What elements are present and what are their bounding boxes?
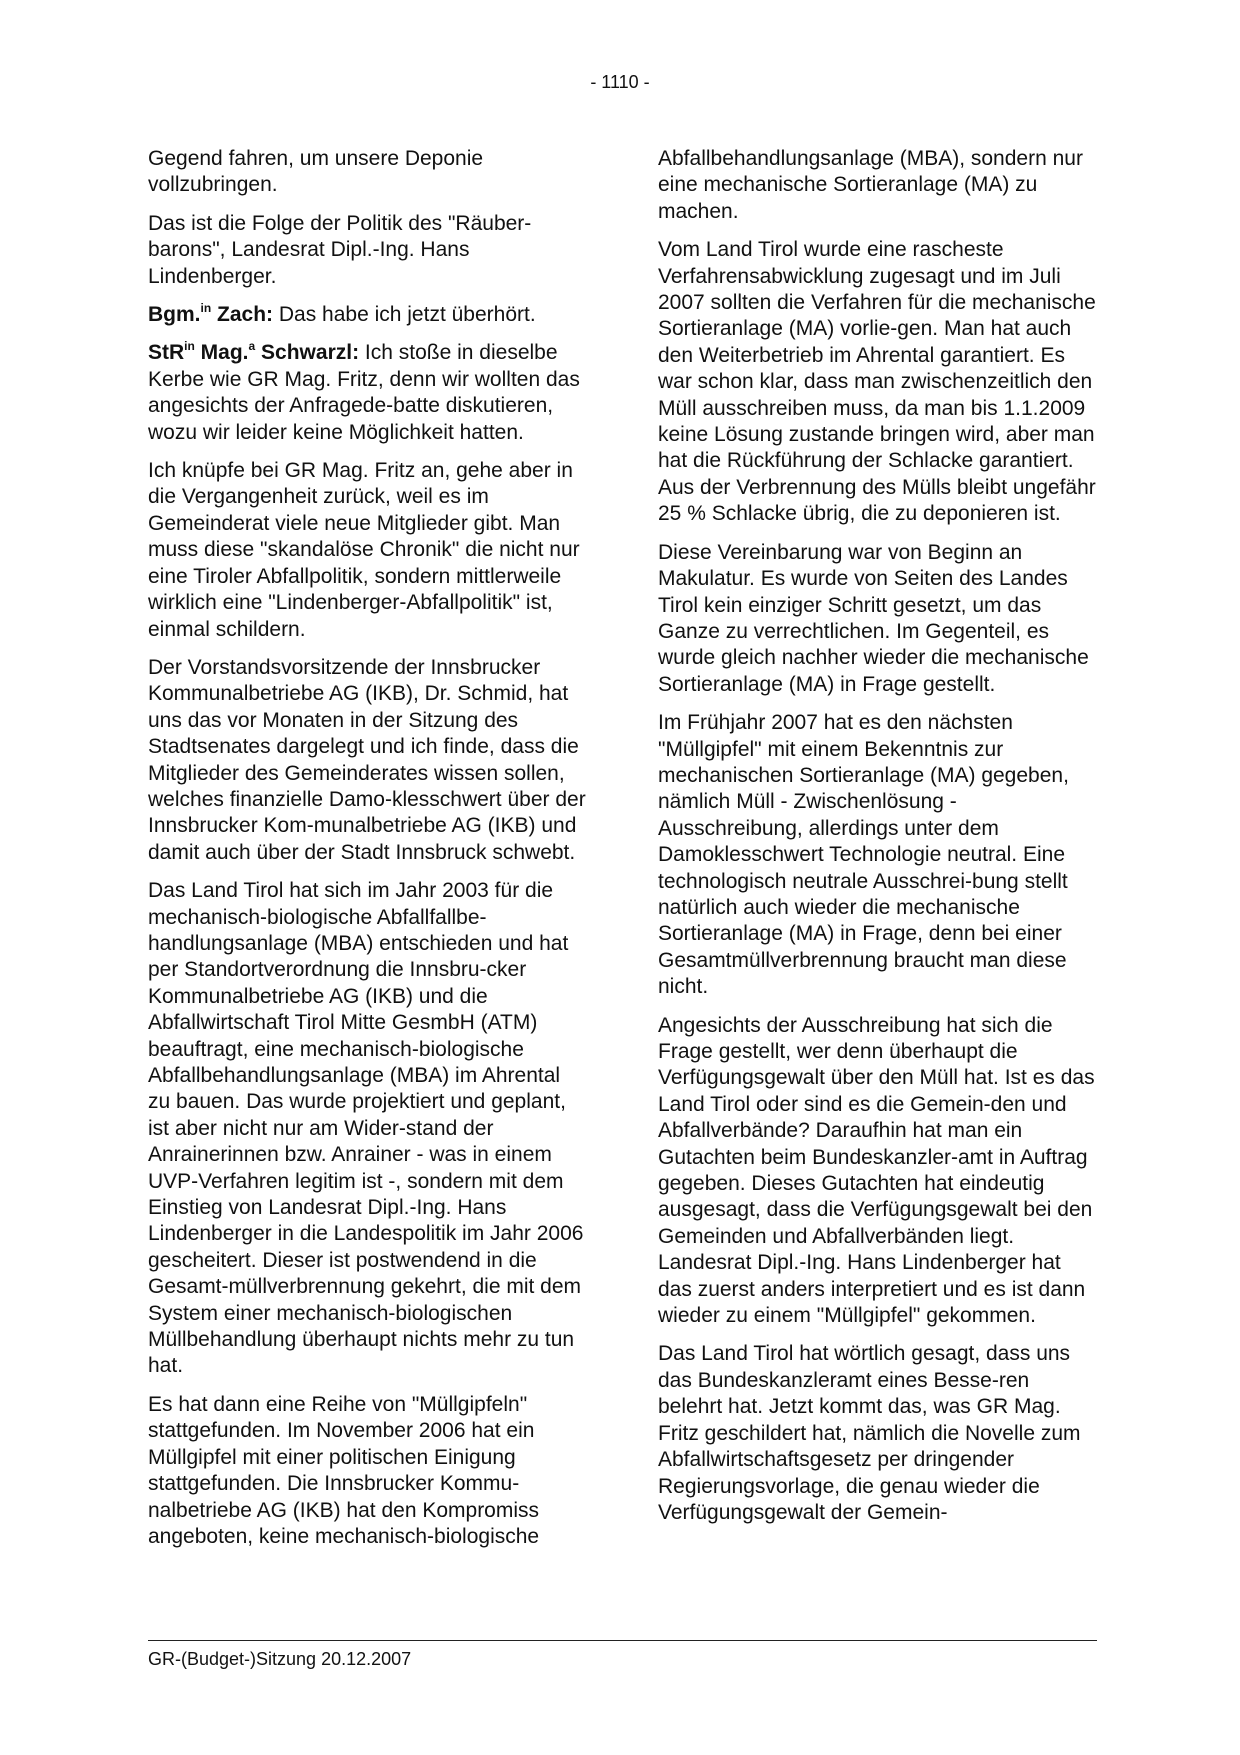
paragraph: Gegend fahren, um unsere Deponie vollzubringen.: [148, 147, 484, 197]
speech-zach: [148, 302, 588, 328]
speaker-label: StR$^{in}$ Mag.$^a$ Schwarzl:: [148, 339, 360, 365]
paragraph: Im Frühjahr 2007 hat es den nächsten "Müllgipfel" mit einem Bekenntnis zur mechanischen Sortieranlage (MA) gegeben, nämlich Müll - Zwischenlösung - Ausschreibung, allerdings unter dem Damoklesschwert Technologie neutral. Eine technologisch neutrale Ausschrei-bung stellt natürlich auch wieder die mechanische Sortieranlage (MA) in Frage, denn bei einer Gesamtmüllverbrennung braucht man diese nicht.: [658, 711, 1069, 999]
paragraph: Angesichts der Ausschreibung hat sich die Frage gestellt, wer denn überhaupt die Verfügungsgewalt über den Müll hat. Ist es das Land Tirol oder sind es die Gemein-den und Abfallverbände? Daraufhin hat man ein Gutachten beim Bundeskanzler-amt in Auftrag gegeben. Dieses Gutachten hat eindeutig ausgesagt, dass die Verfügungsgewalt bei den Gemeinden und Abfallverbänden liegt. Landesrat Dipl.-Ing. Hans Lindenberger hat das zuerst anders interpretiert und es ist dann wieder zu einem "Müllgipfel" gekommen.: [658, 1013, 1095, 1328]
footer-divider: [148, 1640, 1097, 1641]
paragraph: Das ist die Folge der Politik des "Räuber-barons", Landesrat Dipl.-Ing. Hans Lindenberger.: [148, 211, 532, 288]
speech-schwarzl: [148, 340, 588, 446]
paragraph: Abfallbehandlungsanlage (MBA), sondern nur eine mechanische Sortieranlage (MA) zu machen.: [658, 147, 1083, 223]
paragraph: Der Vorstandsvorsitzende der Innsbrucker Kommunalbetriebe AG (IKB), Dr. Schmid, hat uns das vor Monaten in der Sitzung des Stadtsenates dargelegt und ich finde, dass die Mitglieder des Gemeinderates wissen sollen, welches finanzielle Damo-klesschwert über der Innsbrucker Kom-munalbetriebe AG (IKB) und damit auch über der Stadt Innsbruck schwebt.: [148, 655, 586, 864]
paragraph: Das Land Tirol hat sich im Jahr 2003 für die mechanisch-biologische Abfallfallbe-handlungsanlage (MBA) entschieden und hat per Standortverordnung die Innsbru-cker Kommunalbetriebe AG (IKB) und die Abfallwirtschaft Tirol Mitte GesmbH (ATM) beauftragt, eine mechanisch-biologische Abfallbehandlungsanlage (MBA) im Ahrental zu bauen. Das wurde projektiert und geplant, ist aber nicht nur am Wider-stand der Anrainerinnen bzw. Anrainer - was in einem UVP-Verfahren legitim ist -, sondern mit dem Einstieg von Landesrat Dipl.-Ing. Hans Lindenberger in die Landespolitik im Jahr 2006 gescheitert. Dieser ist postwendend in die Gesamt-müllverbrennung gekehrt, die mit dem System einer mechanisch-biologischen Müllbehandlung überhaupt nichts mehr zu tun hat.: [148, 879, 584, 1378]
paragraph: Vom Land Tirol wurde eine rascheste Verfahrensabwicklung zugesagt und im Juli 2007 sollten die Verfahren für die mechanische Sortieranlage (MA) vorlie-gen. Man hat auch den Weiterbetrieb im Ahrental garantiert. Es war schon klar, dass man zwischenzeitlich den Müll ausschreiben muss, da man bis 1.1.2009 keine Lösung zustande bringen wird, aber man hat die Rückführung der Schlacke garantiert. Aus der Verbrennung des Mülls bleibt ungefähr 25 % Schlacke übrig, die zu deponieren ist.: [658, 238, 1096, 526]
speech-text: Das habe ich jetzt überhört.: [273, 303, 536, 327]
footer-session-label: GR-(Budget-)Sitzung 20.12.2007: [148, 1649, 412, 1669]
left-column: [148, 146, 588, 1562]
right-column: [658, 146, 1098, 1538]
paragraph: Diese Vereinbarung war von Beginn an Makulatur. Es wurde von Seiten des Landes Tirol kein einziger Schritt gesetzt, um das Ganze zu verrechtlichen. Im Gegenteil, es wurde gleich nachher wieder die mechanische Sortieranlage (MA) in Frage gestellt.: [658, 540, 1089, 696]
page-number: - 1110 -: [590, 72, 650, 92]
speech-text: Ich stoße in dieselbe Kerbe wie GR Mag. Fritz, denn wir wollten das angesichts der Anfragede-batte diskutieren, wozu wir leider keine Möglichkeit hatten.: [148, 341, 580, 444]
paragraph: Es hat dann eine Reihe von "Müllgipfeln" stattgefunden. Im November 2006 hat ein Müllgipfel mit einer politischen Einigung stattgefunden. Die Innsbrucker Kommu-nalbetriebe AG (IKB) hat den Kompromiss angeboten, keine mechanisch-biologische: [148, 1392, 540, 1548]
paragraph: Das Land Tirol hat wörtlich gesagt, dass uns das Bundeskanzleramt eines Besse-ren belehrt hat. Jetzt kommt das, was GR Mag. Fritz geschildert hat, nämlich die Novelle zum Abfallwirtschaftsgesetz per dringender Regierungsvorlage, die genau wieder die Verfügungsgewalt der Gemein-: [658, 1342, 1081, 1524]
speaker-label: Bgm.$^{in}$ Zach:: [148, 301, 274, 327]
paragraph: Ich knüpfe bei GR Mag. Fritz an, gehe aber in die Vergangenheit zurück, weil es im Gemeinderat viele neue Mitglieder gibt. Man muss diese "skandalöse Chronik" die nicht nur eine Tiroler Abfallpolitik, sondern mittlerweile wirklich eine "Lindenberger-Abfallpolitik" ist, einmal schildern.: [148, 459, 580, 641]
